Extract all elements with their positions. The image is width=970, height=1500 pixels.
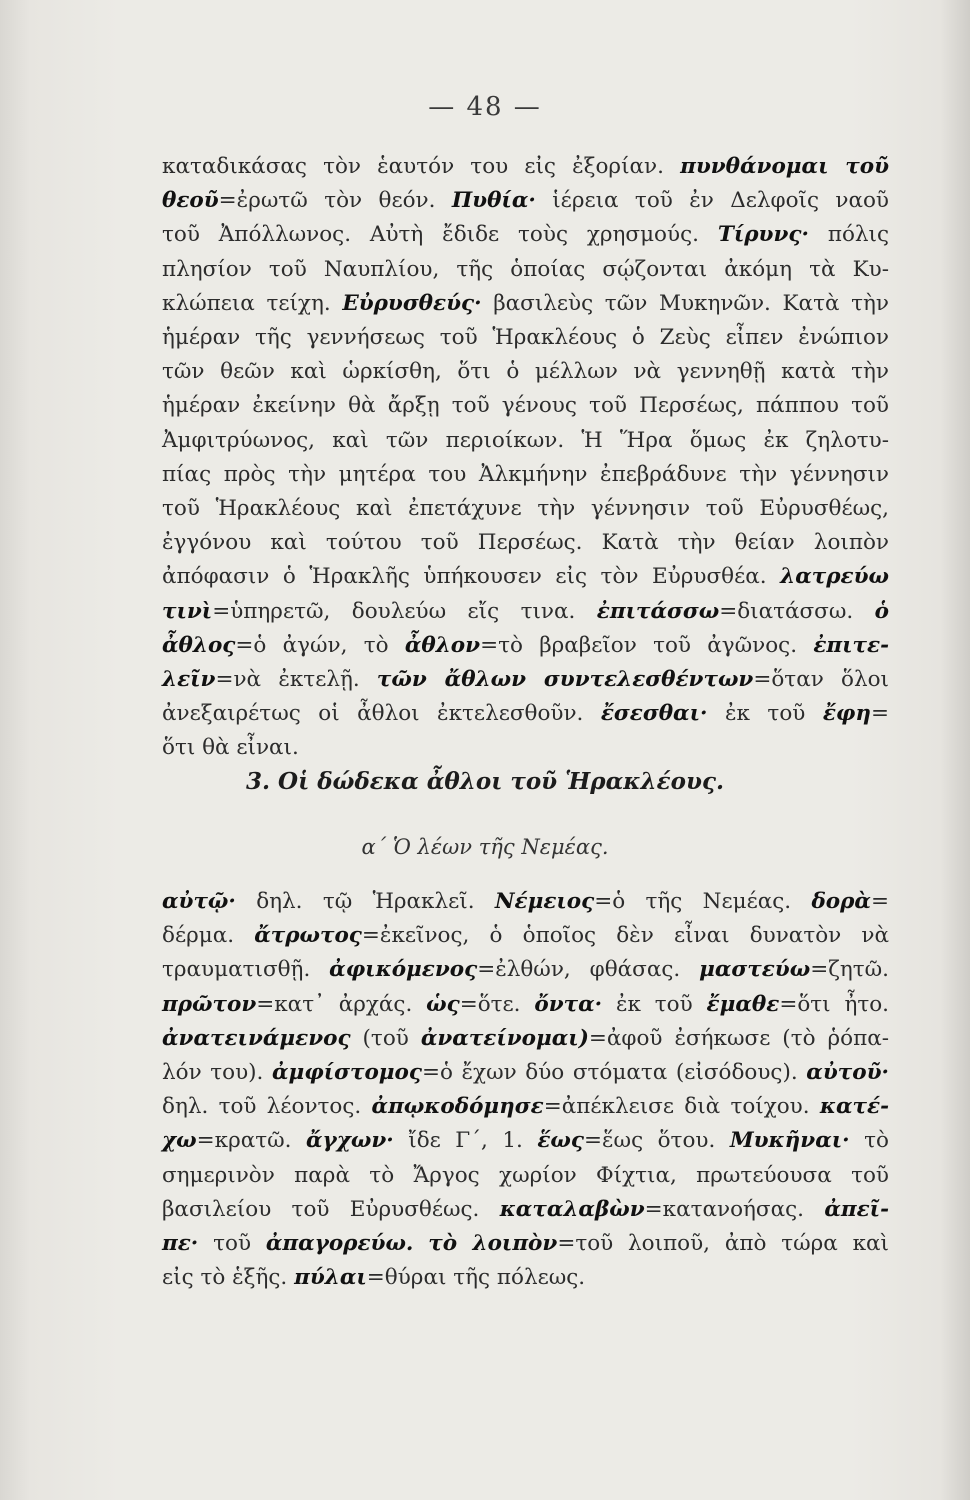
gloss-text: =ὅταν ὅλοι [753,667,889,693]
text-line [162,253,889,287]
gloss-text: =κρατῶ. [196,1128,307,1154]
glossary-term: ἀπεῖ- [824,1196,889,1222]
text-line [162,1022,889,1056]
text-line [162,526,889,560]
text-line [162,560,889,594]
text-line [162,458,889,492]
gloss-text: =ὅτι ἦτο. [779,991,889,1017]
glossary-term: ἕως [537,1128,584,1154]
gloss-text [413,1231,428,1256]
glossary-term: πύλαι [294,1265,367,1291]
text-line [162,629,889,663]
gloss-text: πίας πρὸς τὴν μητέρα του Ἀλκμήνην ἐπεβράδυνε τὴν γέννησιν [162,461,889,487]
gloss-text: =ἕως ὅτου. [583,1128,730,1154]
glossary-term: τινὶ [162,598,213,624]
gloss-text: =ὑπηρετῶ, δουλεύω εἴς τινα. [212,598,597,624]
glossary-paragraph-1 [162,150,889,766]
text-line [162,919,889,953]
subsection-title: α´ Ὁ λέων τῆς Νεμέας. [361,835,609,859]
text-line [162,988,889,1022]
gloss-text: =τοῦ λοιποῦ, ἀπὸ τώρα καὶ [557,1231,889,1257]
text-line [162,697,889,731]
gloss-text: ἴδε Γ´, 1. [393,1128,538,1154]
text-line [162,595,889,629]
glossary-paragraph-2 [162,885,889,1295]
gloss-text: =διατάσσω. [719,598,875,624]
glossary-term: δορὰ [811,889,871,914]
gloss-text: βασιλείου τοῦ Εὐρυσθέως. [162,1196,500,1222]
glossary-term: ἄγχων· [306,1128,394,1154]
text-line [162,1261,889,1295]
gloss-text: =ἐλθών, φθάσας. [477,957,700,983]
glossary-term: ἀφικόμενος [329,957,478,983]
gloss-text: =ἐρωτῶ τὸν θεόν. [218,188,452,214]
gloss-text: ἐκ τοῦ [602,991,707,1017]
gloss-text: τῶν θεῶν καὶ ὡρκίσθη, ὅτι ὁ μέλλων νὰ γεννηθῇ κατὰ τὴν [162,359,889,385]
glossary-term: ἔμαθε [706,991,780,1017]
glossary-term: πε· [162,1231,199,1257]
gloss-text: ὅτι θὰ εἶναι. [162,735,299,761]
glossary-term: κατέ- [819,1094,889,1120]
text-line [162,389,889,423]
gloss-text: =ἀπέκλεισε διὰ τοίχου. [543,1094,820,1120]
gloss-text: πλησίον τοῦ Ναυπλίου, τῆς ὁποίας σῴζονται ἀκόμη τὰ Κυ- [162,256,889,282]
glossary-term: Πυθία· [451,188,536,214]
text-line [162,731,889,765]
glossary-term: ὁ [874,598,890,624]
text-line [162,1056,889,1090]
glossary-term: ἐπιτε- [813,632,889,658]
glossary-term: ἀπαγορεύω. [265,1231,414,1257]
glossary-term: Νέμειος [494,889,595,914]
glossary-term: πρῶτον [162,991,257,1017]
gloss-text: ἐγγόνου καὶ τούτου τοῦ Περσέως. Κατὰ τὴν θείαν λοιπὸν [162,530,889,556]
gloss-text: καταδικάσας τὸν ἑαυτόν του εἰς ἐξορίαν. [162,154,681,179]
glossary-term: ἆθλος [162,632,236,658]
gloss-text: κλώπεια τείχη. [162,290,343,316]
text-line [162,663,889,697]
glossary-term: ἀνατεινάμενος [162,1025,351,1051]
gloss-text: ἀπόφασιν ὁ Ἡρακλῆς ὑπήκουσεν εἰς τὸν Εὐρυσθέα. [162,564,781,590]
text-line [162,424,889,458]
gloss-text: =ὁ ἀγών, τὸ [235,632,405,658]
text-line [162,1159,889,1193]
gloss-text: τοῦ [198,1231,266,1257]
glossary-term: τὸ λοιπὸν [428,1231,558,1257]
gloss-text: =ὅτε. [459,991,535,1017]
text-line [162,1227,889,1261]
glossary-term: ὡς [426,991,460,1017]
glossary-term: ἀπῳκοδόμησε [371,1094,544,1120]
gloss-text: ἡμέραν ἐκείνην θὰ ἄρξῃ τοῦ γένους τοῦ Περσέως, πάππου τοῦ [162,393,889,419]
text-line [162,1090,889,1124]
gloss-text: =ὁ τῆς Νεμέας. [594,889,812,914]
gloss-text: =ἐκεῖνος, ὁ ὁποῖος δὲν εἶναι δυνατὸν νὰ [361,923,889,949]
gloss-text: =τὸ βραβεῖον τοῦ ἀγῶνος. [480,632,814,658]
glossary-term: ἆθλον [404,632,481,658]
text-line [162,492,889,526]
text-line [162,1124,889,1158]
glossary-term: Τίρυνς· [717,222,809,248]
text-line [162,953,889,987]
gloss-text: τὸ [849,1128,889,1154]
glossary-term: ἔσεσθαι· [600,701,708,727]
gloss-text: τοῦ Ἡρακλέους καὶ ἐπετάχυνε τὴν γέννησιν τοῦ Εὐρυσθέως, [162,496,889,522]
glossary-term: μαστεύω [699,957,811,983]
glossary-term: αὐτῷ· [162,889,236,914]
page-number: — 48 — [428,92,542,122]
glossary-term: ὄντα· [534,991,603,1017]
gloss-text: =νὰ ἐκτελῇ. [215,667,377,693]
text-line [162,287,889,321]
glossary-term: ἀνατείνομαι) [420,1025,589,1051]
glossary-term: λεῖν [162,667,216,693]
gloss-text: πόλις [808,222,889,248]
gloss-text: βασιλεὺς τῶν Μυκηνῶν. Κατὰ τὴν [481,290,889,316]
gloss-text: σημερινὸν παρὰ τὸ Ἄργος χωρίον Φίχτια, πρωτεύουσα τοῦ [162,1162,889,1188]
text-line [162,885,889,919]
glossary-term: ἐπιτάσσω [596,598,720,624]
glossary-term: αὐτοῦ· [806,1060,889,1086]
gloss-text: δηλ. τοῦ λέοντος. [162,1094,372,1120]
gloss-text: τραυματισθῇ. [162,957,330,983]
section-title: 3. Οἱ δώδεκα ἆθλοι τοῦ Ἡρακλέους. [246,768,724,795]
gloss-text: δέρμα. [162,923,255,949]
text-line [162,218,889,252]
glossary-term: χω [162,1128,197,1154]
gloss-text: εἰς τὸ ἑξῆς. [162,1265,295,1291]
gloss-text: ἐκ τοῦ [707,701,823,727]
gloss-text: ἱέρεια τοῦ ἐν Δελφοῖς ναοῦ [535,188,889,214]
glossary-term: ἔφη [822,701,871,727]
glossary-term: τῶν ἄθλων συντελεσθέντων [376,667,754,693]
gloss-text: λόν του). [162,1060,272,1086]
gloss-text: = [870,701,889,727]
glossary-term: ἄτρωτος [254,923,362,949]
gloss-text: =ζητῶ. [810,957,889,983]
gloss-text: = [870,889,889,914]
gloss-text: =θύραι τῆς πόλεως. [366,1265,586,1291]
text-line [162,1193,889,1227]
gloss-text: τοῦ Ἀπόλλωνος. Αὐτὴ ἔδιδε τοὺς χρησμούς. [162,222,718,248]
glossary-term: Μυκῆναι· [729,1128,850,1154]
glossary-term: καταλαβὼν [499,1196,645,1222]
gloss-text: ἀνεξαιρέτως οἱ ἆθλοι ἐκτελεσθοῦν. [162,701,601,727]
glossary-term: λατρεύω [780,564,889,590]
glossary-term: Εὐρυσθεύς· [342,290,482,316]
gloss-text: =ὁ ἔχων δύο στόματα (εἰσόδους). [421,1060,807,1086]
text-line [162,355,889,389]
glossary-term: ἀμφίστομος [271,1060,422,1086]
text-line [162,321,889,355]
gloss-text: ἡμέραν τῆς γεννήσεως τοῦ Ἡρακλέους ὁ Ζεὺς εἶπεν ἐνώπιον [162,325,889,351]
text-line [162,184,889,218]
glossary-term: θεοῦ [162,188,219,214]
gloss-text: Ἀμφιτρύωνος, καὶ τῶν περιοίκων. Ἡ Ἥρα ὅμως ἐκ ζηλοτυ- [162,427,889,453]
gloss-text: =ἀφοῦ ἐσήκωσε (τὸ ῥόπα- [588,1025,889,1051]
glossary-term: πυνθάνομαι τοῦ [680,154,889,179]
gloss-text: =κατανοήσας. [644,1196,825,1222]
gloss-text: =κατ᾽ ἀρχάς. [256,991,427,1017]
gloss-text: δηλ. τῷ Ἡρακλεῖ. [235,889,495,914]
gloss-text: (τοῦ [350,1025,421,1051]
text-line [162,150,889,184]
